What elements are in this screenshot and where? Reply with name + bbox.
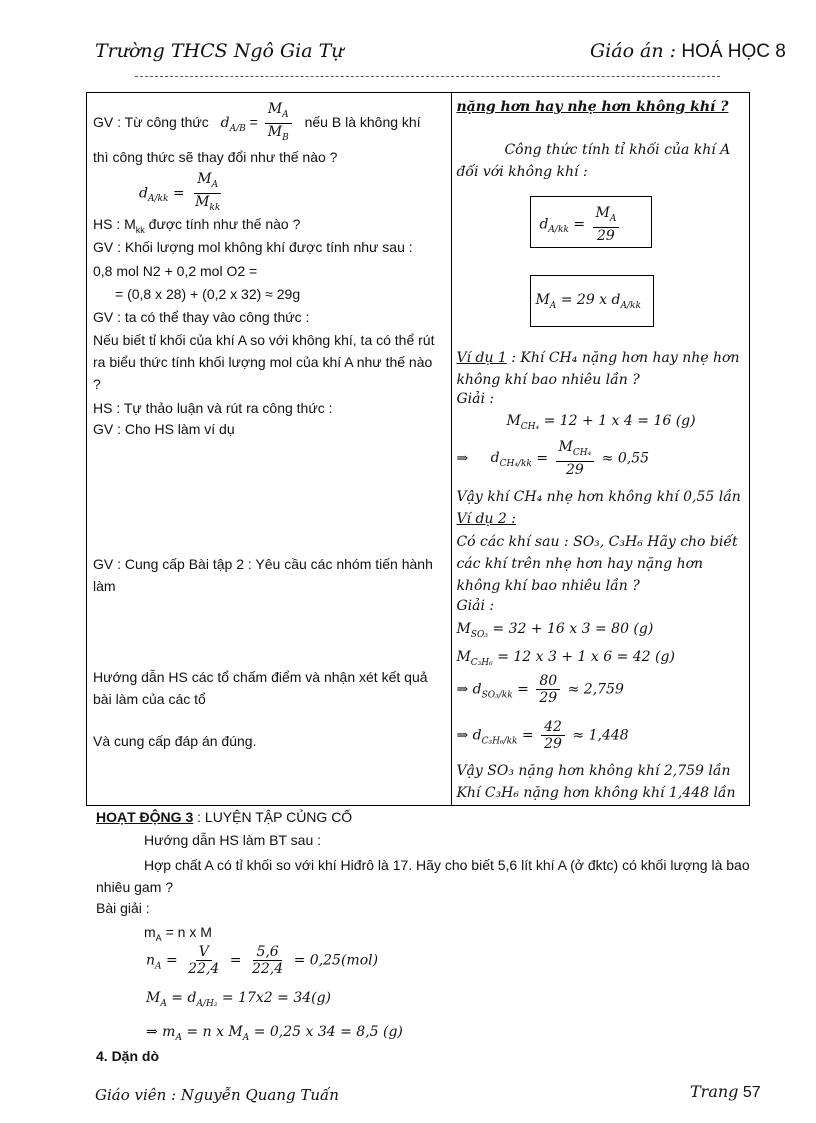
teacher-name: Giáo viên : Nguyễn Quang Tuấn: [95, 1086, 339, 1104]
example-2-mass-c3h6: $M_{C_3H_6} = 12$ x 3 + 1 x 6 = 42 (g): [456, 649, 675, 668]
example-2-conclusion-2: Khí C₃H₆ nặng hơn không khí 1,448 lần: [456, 785, 736, 801]
example-1-conclusion: Vậy khí CH₄ nhẹ hơn không khí 0,55 lần: [456, 489, 741, 505]
example-2-solution-label: Giải :: [456, 598, 495, 614]
example-2-mass-so3: $M_{SO_3} = 32 + 16$ x 3 = 80 (g): [456, 621, 654, 640]
gv-example-line: GV : Cho HS làm ví dụ: [93, 421, 235, 437]
question-line: thì công thức sẽ thay đổi như thế nào ?: [93, 149, 338, 165]
solution-label: Bài giải :: [96, 900, 150, 916]
answer-line: Và cung cấp đáp án đúng.: [93, 733, 257, 749]
example-2-conclusion-1: Vậy SO₃ nặng hơn không khí 2,759 lần: [456, 763, 731, 779]
page-footer: [690, 1082, 761, 1102]
example-1-solution-label: Giải :: [456, 391, 495, 407]
example-2-density-c3h6: ⇒ $d_{C_3H_6/kk}$ = $\frac{42}{29}$ ≈ 1,448: [456, 719, 629, 752]
gv-substitute-line: GV : ta có thể thay vào công thức :: [93, 309, 310, 325]
mol-result-line: = (0,8 x 28) + (0,2 x 32) ≈ 29g: [115, 286, 301, 302]
solution-step-4: ⇒ $m_A = n$ x $M_A = 0,25$ x 34 = 8,5 (g): [146, 1024, 403, 1043]
formula-box-density: $d_{A/kk}$ = $\frac{M_A}{29}$: [530, 196, 652, 248]
content-column: [452, 93, 750, 806]
hs-discuss-line: HS : Tự thảo luận và rút ra công thức :: [93, 400, 333, 416]
section-heading: nặng hơn hay nhẹ hơn không khí ?: [456, 99, 729, 115]
mol-sum-line: 0,8 mol N2 + 0,2 mol O2 =: [93, 263, 258, 279]
lesson-table: [86, 92, 750, 806]
fraction-ma-mb: $\frac{M_A}{M_B}$: [265, 101, 292, 146]
header-divider: [135, 76, 720, 77]
formula-intro: Công thức tính tỉ khối của khí A đối với không khí :: [456, 142, 731, 180]
formula-line-2: $d_{A/kk}$ = $\frac{M_A}{M_{kk}}$: [139, 171, 221, 213]
solution-step-1: $m_A = n$ x M: [144, 924, 212, 943]
example-1-density: ⇒ $d_{CH_4/kk}$ = $\frac{M_{CH_4}}{29}$ ≈ 0,55: [456, 439, 650, 478]
plan-header: [590, 40, 786, 63]
formula-line-1: GV : Từ công thức $d_{A/B}$ = $\frac{M_A}{M_B}$ nếu B là không khí: [93, 101, 421, 146]
subject: HOÁ HỌC 8: [681, 41, 786, 62]
page-label: Trang: [690, 1082, 739, 1101]
example-2-question: Có các khí sau : SO₃, C₃H₆ Hãy cho biết các khí trên nhẹ hơn hay nặng hơn không khí bao nhiêu lần ?: [456, 534, 738, 594]
hs-question: HS : $M_{kk}$ được tính như thế nào ?: [93, 216, 301, 235]
activity-3-problem: Hợp chất A có tỉ khối so với khí Hiđrô là 17. Hãy cho biết 5,6 lít khí A (ở đktc) có khối lượng là bao nhiêu gam ?: [96, 857, 750, 895]
section-4-heading: 4. Dặn dò: [96, 1048, 160, 1064]
page-number: 57: [742, 1084, 761, 1101]
solution-step-2: $n_A$ = $\frac{V}{22,4}$ = $\frac{5,6}{22,4}$ = 0,25(mol): [146, 944, 379, 977]
gv-mol-line: GV : Khối lượng mol không khí được tính như sau :: [93, 239, 413, 255]
activity-3-guide: Hướng dẫn HS làm BT sau :: [144, 832, 322, 848]
grading-instruction: Hướng dẫn HS các tổ chấm điểm và nhận xét kết quả bài làm của các tổ: [93, 669, 428, 707]
school-name: Trường THCS Ngô Gia Tự: [95, 40, 344, 62]
exercise-2-instruction: GV : Cung cấp Bài tập 2 : Yêu cầu các nhóm tiến hành làm: [93, 556, 433, 594]
example-2-density-so3: ⇒ $d_{SO_3/kk}$ = $\frac{80}{29}$ ≈ 2,759: [456, 673, 624, 706]
example-1-question: Ví dụ 1 : Khí CH₄ nặng hơn hay nhẹ hơn không khí bao nhiêu lần ?: [456, 350, 740, 388]
solution-step-3: $M_A = d_{A/H_2} = 17x2 = 34(g)$: [146, 990, 332, 1009]
example-1-molar-mass: $M_{CH_4} = 12 + 1$ x 4 = 16 (g): [506, 413, 696, 432]
example-2-title: Ví dụ 2 :: [456, 511, 516, 527]
plan-label: Giáo án :: [590, 40, 677, 62]
ratio-question: Nếu biết tỉ khối của khí A so với không khí, ta có thể rút ra biểu thức tính khối lượng mol của khí A như thế nào ?: [93, 332, 435, 392]
activity-3-heading: HOẠT ĐỘNG 3 : LUYỆN TẬP CỦNG CỐ: [96, 809, 353, 825]
teacher-student-column: [87, 93, 452, 806]
formula-box-mass: $M_A = 29$ x $d_{A/kk}$: [530, 275, 654, 327]
